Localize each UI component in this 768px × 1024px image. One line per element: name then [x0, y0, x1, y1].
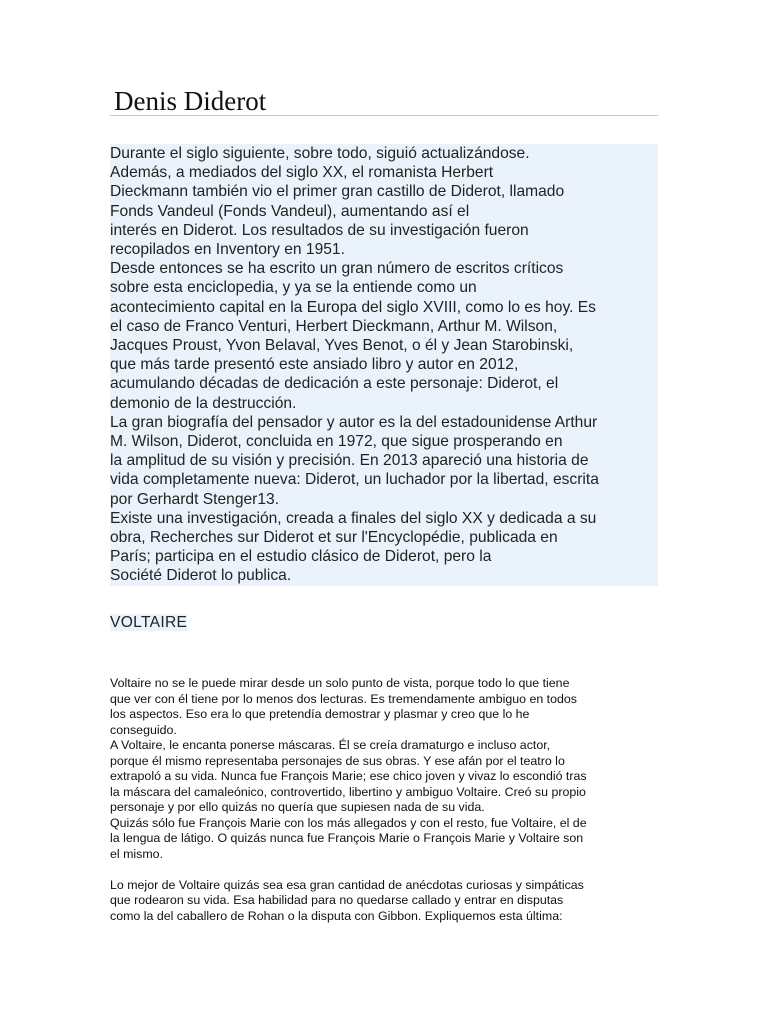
section-heading-text: VOLTAIRE: [110, 614, 188, 631]
body-paragraph: [110, 738, 660, 816]
main-line: Desde entonces se ha escrito un gran número de escritos críticos: [110, 259, 658, 278]
body-line: la máscara del camaleónico, controvertido, libertino y ambiguo Voltaire. Creó su propio: [110, 784, 586, 799]
main-line: Durante el siglo siguiente, sobre todo, siguió actualizándose.: [110, 144, 658, 163]
main-line: Dieckmann también vio el primer gran castillo de Diderot, llamado: [110, 182, 658, 201]
main-line: Jacques Proust, Yvon Belaval, Yves Benot, o él y Jean Starobinski,: [110, 336, 658, 355]
main-line: Existe una investigación, creada a finales del siglo XX y dedicada a su: [110, 509, 658, 528]
body-line: Quizás sólo fue François Marie con los más allegados y con el resto, fue Voltaire, el de: [110, 815, 587, 830]
body-line: Lo mejor de Voltaire quizás sea esa gran cantidad de anécdotas curiosas y simpáticas: [110, 877, 584, 892]
body-line: porque él mismo representaba personajes de sus obras. Y ese afán por el teatro lo: [110, 753, 565, 768]
body-line: la lengua de látigo. O quizás nunca fue François Marie o François Marie y Voltaire son: [110, 831, 584, 845]
body-line: personaje y por ello quizás no quería que supiesen nada de su vida.: [110, 800, 485, 814]
body-text: [110, 676, 660, 924]
body-line: el mismo.: [110, 846, 164, 861]
body-line: conseguido.: [110, 722, 177, 737]
main-line: Fonds Vandeul (Fonds Vandeul), aumentando así el: [110, 202, 658, 221]
main-line: París; participa en el estudio clásico de Diderot, pero la: [110, 547, 658, 566]
body-line: como la del caballero de Rohan o la disputa con Gibbon. Expliquemos esta última:: [110, 908, 563, 923]
main-line: el caso de Franco Venturi, Herbert Dieckmann, Arthur M. Wilson,: [110, 317, 658, 336]
body-line: A Voltaire, le encanta ponerse máscaras. Él se creía dramaturgo e incluso actor,: [110, 738, 551, 752]
main-line: obra, Recherches sur Diderot et sur l'Encyclopédie, publicada en: [110, 528, 658, 547]
title-divider: [110, 115, 658, 116]
body-paragraph: [110, 676, 660, 738]
main-line: demonio de la destrucción.: [110, 394, 658, 413]
body-line: Voltaire no se le puede mirar desde un solo punto de vista, porque todo lo que tiene: [110, 676, 570, 690]
body-line: extrapoló a su vida. Nunca fue François Marie; ese chico joven y vivaz lo escondió tras: [110, 769, 587, 783]
main-line: Société Diderot lo publica.: [110, 566, 658, 585]
paragraph-gap: [110, 862, 660, 878]
main-line: acumulando décadas de dedicación a este personaje: Diderot, el: [110, 374, 658, 393]
body-paragraph: [110, 878, 660, 925]
body-line: que ver con él tiene por lo menos dos lecturas. Es tremendamente ambiguo en todos: [110, 691, 577, 706]
main-line: que más tarde presentó este ansiado libro y autor en 2012,: [110, 355, 658, 374]
main-line: M. Wilson, Diderot, concluida en 1972, que sigue prosperando en: [110, 432, 658, 451]
main-line: recopilados en Inventory en 1951.: [110, 240, 658, 259]
body-paragraph: [110, 816, 660, 863]
main-paragraph: [110, 413, 658, 509]
main-line: acontecimiento capital en la Europa del siglo XVIII, como lo es hoy. Es: [110, 298, 658, 317]
main-line: por Gerhardt Stenger13.: [110, 490, 658, 509]
page-title: Denis Diderot: [114, 86, 267, 116]
main-line: interés en Diderot. Los resultados de su investigación fueron: [110, 221, 658, 240]
main-paragraph: [110, 259, 658, 413]
main-line: Además, a mediados del siglo XX, el romanista Herbert: [110, 163, 658, 182]
body-line: que rodearon su vida. Esa habilidad para no quedarse callado y entrar en disputas: [110, 893, 564, 907]
main-paragraph: [110, 144, 658, 259]
main-paragraph: [110, 509, 658, 586]
main-line: sobre esta enciclopedia, y ya se la entiende como un: [110, 278, 658, 297]
section-heading: [110, 614, 187, 632]
main-line: la amplitud de su visión y precisión. En 2013 apareció una historia de: [110, 451, 658, 470]
body-line: los aspectos. Eso era lo que pretendía demostrar y plasmar y creo que lo he: [110, 707, 530, 721]
main-text: [110, 144, 658, 586]
main-line: La gran biografía del pensador y autor es la del estadounidense Arthur: [110, 413, 658, 432]
main-line: vida completamente nueva: Diderot, un luchador por la libertad, escrita: [110, 470, 658, 489]
